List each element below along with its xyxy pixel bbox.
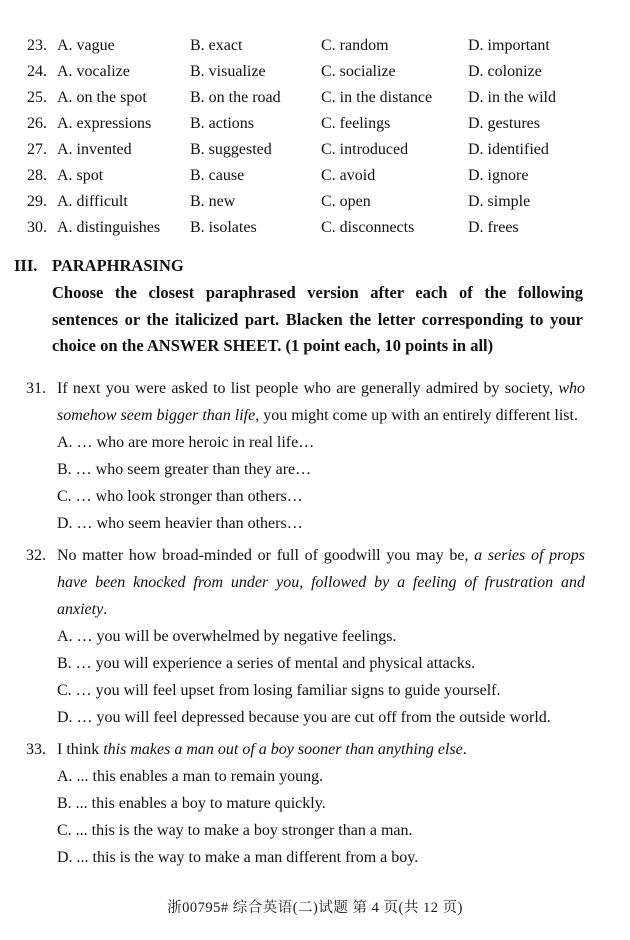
question-number: 27. — [27, 141, 47, 158]
stem-text: If next you were asked to list people who are generally admired by society, — [57, 379, 559, 397]
option-c: C. open — [321, 193, 371, 210]
option-a: A. … who are more heroic in real life… — [57, 433, 315, 451]
option-c: C. random — [321, 37, 389, 54]
option-a: A. invented — [57, 141, 132, 158]
question-number: 23. — [27, 37, 47, 54]
question-number: 33. — [26, 740, 46, 758]
vocab-row-28 — [0, 163, 630, 189]
option-c: C. … who look stronger than others… — [57, 487, 303, 505]
option-b: B. … who seem greater than they are… — [57, 460, 312, 478]
section-numeral: III. — [14, 256, 38, 275]
option-a: A. vague — [57, 37, 115, 54]
option-c: C. in the distance — [321, 89, 433, 106]
question-32 — [0, 542, 585, 731]
option-d: D. … you will feel depressed because you are cut off from the outside world. — [57, 708, 551, 726]
option-a: A. … you will be overwhelmed by negative feelings. — [57, 627, 397, 645]
stem-italic-text: who somehow seem bigger than life — [57, 379, 585, 424]
stem-text: No matter how broad-minded or full of goodwill you may be, — [57, 546, 475, 564]
stem-italic-text: a series of props have been knocked from under you, followed by a feeling of frustration and anxiety — [57, 546, 585, 618]
vocab-row-23 — [0, 33, 630, 59]
option-b: B. cause — [190, 167, 245, 184]
vocab-row-30 — [0, 215, 630, 241]
option-a: A. on the spot — [57, 89, 147, 106]
question-number: 30. — [27, 219, 47, 236]
option-d: D. frees — [468, 219, 519, 236]
option-b: B. actions — [190, 115, 254, 132]
question-31 — [0, 375, 585, 537]
option-d: D. important — [468, 37, 550, 54]
stem-text: . — [462, 740, 467, 758]
option-c: C. disconnects — [321, 219, 415, 236]
question-number: 28. — [27, 167, 47, 184]
option-a: A. ... this enables a man to remain young. — [57, 767, 324, 785]
question-33 — [0, 736, 585, 871]
option-c: C. … you will feel upset from losing familiar signs to guide yourself. — [57, 681, 501, 699]
option-b: B. visualize — [190, 63, 266, 80]
option-b: B. suggested — [190, 141, 272, 158]
section-heading — [14, 252, 630, 280]
option-c: C. socialize — [321, 63, 396, 80]
option-a: A. spot — [57, 167, 104, 184]
question-number: 29. — [27, 193, 47, 210]
option-b: B. isolates — [190, 219, 257, 236]
question-stem — [57, 375, 585, 429]
option-c: C. feelings — [321, 115, 391, 132]
question-number: 26. — [27, 115, 47, 132]
section-instructions: Choose the closest paraphrased version after each of the following sentences or the italicized part. Blacken the letter corresponding to your choice on the ANSWER SHEET. (1 point each, 10 points in all) — [52, 283, 583, 355]
option-d: D. … who seem heavier than others… — [57, 514, 303, 532]
stem-text: I think — [57, 740, 104, 758]
option-d: D. in the wild — [468, 89, 556, 106]
vocab-row-24 — [0, 59, 630, 85]
question-stem — [57, 736, 585, 763]
option-d: D. ignore — [468, 167, 529, 184]
question-stem — [57, 542, 585, 623]
vocab-row-27 — [0, 137, 630, 163]
option-d: D. gestures — [468, 115, 540, 132]
question-number: 24. — [27, 63, 47, 80]
option-b: B. new — [190, 193, 236, 210]
option-c: C. introduced — [321, 141, 409, 158]
stem-italic-text: this makes a man out of a boy sooner than anything else — [103, 740, 463, 758]
stem-text: . — [103, 600, 108, 618]
section-title: PARAPHRASING — [52, 256, 184, 275]
option-d: D. ... this is the way to make a man different from a boy. — [57, 848, 419, 866]
option-b: B. on the road — [190, 89, 281, 106]
vocab-row-25 — [0, 85, 630, 111]
option-c: C. ... this is the way to make a boy stronger than a man. — [57, 821, 413, 839]
option-d: D. simple — [468, 193, 531, 210]
option-c: C. avoid — [321, 167, 376, 184]
option-a: A. vocalize — [57, 63, 130, 80]
vocab-options-section — [0, 0, 630, 241]
option-b: B. … you will experience a series of mental and physical attacks. — [57, 654, 476, 672]
option-a: A. difficult — [57, 193, 128, 210]
question-number: 32. — [26, 546, 46, 564]
option-d: D. colonize — [468, 63, 542, 80]
vocab-row-29 — [0, 189, 630, 215]
vocab-row-26 — [0, 111, 630, 137]
option-a: A. expressions — [57, 115, 152, 132]
question-number: 31. — [26, 379, 46, 397]
option-a: A. distinguishes — [57, 219, 161, 236]
page-footer: 浙00795# 综合英语(二)试题 第 4 页(共 12 页) — [167, 900, 463, 916]
question-number: 25. — [27, 89, 47, 106]
option-b: B. exact — [190, 37, 243, 54]
option-b: B. ... this enables a boy to mature quickly. — [57, 794, 326, 812]
option-d: D. identified — [468, 141, 549, 158]
stem-text: , you might come up with an entirely different list. — [255, 406, 578, 424]
